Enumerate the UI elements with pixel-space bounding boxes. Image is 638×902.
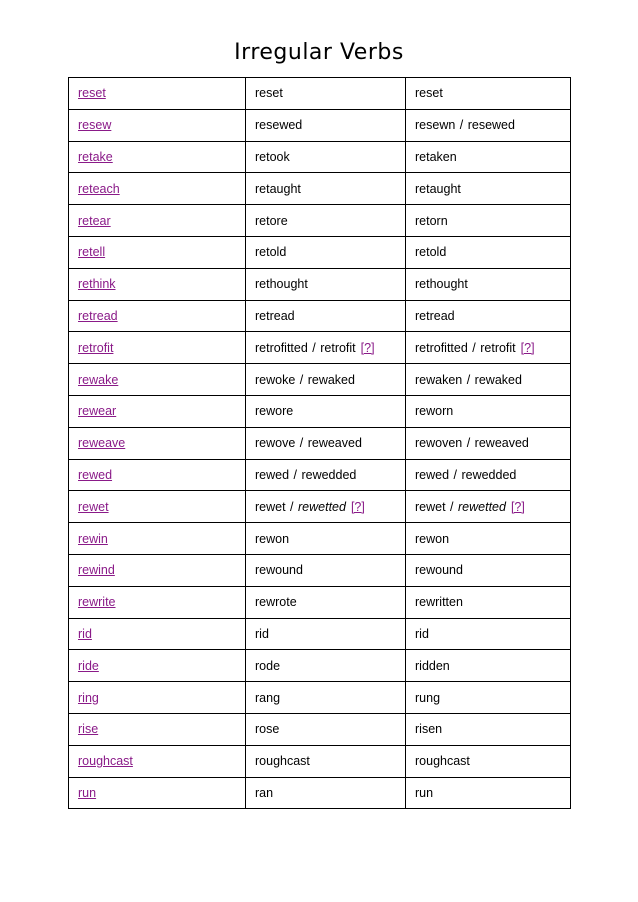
table-row: [69, 491, 571, 523]
verb-link[interactable]: retake: [78, 149, 113, 164]
note-link[interactable]: [?]: [360, 340, 375, 355]
verb-link[interactable]: reweave: [78, 436, 126, 451]
table-row: [69, 682, 571, 714]
base-form-cell: [69, 650, 246, 682]
past-form: retrofitted: [255, 340, 308, 355]
past-form: rid: [255, 626, 269, 641]
past-participle-cell: [406, 173, 571, 205]
past-participle-cell: [406, 427, 571, 459]
participle-form: reworn: [415, 404, 454, 419]
table-row: [69, 78, 571, 110]
past-participle-cell: [406, 395, 571, 427]
past-simple-cell: [246, 364, 406, 396]
past-participle-cell: [406, 491, 571, 523]
base-form-cell: [69, 236, 246, 268]
table-row: [69, 523, 571, 555]
base-form-cell: [69, 523, 246, 555]
past-participle-cell: [406, 236, 571, 268]
table-row: [69, 618, 571, 650]
base-form-cell: [69, 300, 246, 332]
table-row: [69, 713, 571, 745]
past-participle-cell: [406, 523, 571, 555]
participle-form: rewaken: [415, 372, 463, 387]
participle-form: rewoven: [415, 436, 463, 451]
past-participle-cell: [406, 650, 571, 682]
past-simple-cell: [246, 236, 406, 268]
table-row: [69, 268, 571, 300]
participle-form: roughcast: [415, 754, 470, 769]
verb-link[interactable]: rewin: [78, 531, 108, 546]
form-separator: /: [296, 372, 307, 387]
base-form-cell: [69, 268, 246, 300]
past-participle-cell: [406, 268, 571, 300]
past-participle-cell: [406, 78, 571, 110]
base-form-cell: [69, 173, 246, 205]
past-simple-cell: [246, 141, 406, 173]
verb-link[interactable]: retear: [78, 213, 111, 228]
past-simple-cell: [246, 205, 406, 237]
past-form: rewove: [255, 436, 296, 451]
verb-link[interactable]: rewake: [78, 372, 119, 387]
table-row: [69, 586, 571, 618]
verb-link[interactable]: rewrite: [78, 595, 116, 610]
base-form-cell: [69, 364, 246, 396]
participle-form: reweaved: [474, 436, 529, 451]
past-simple-cell: [246, 268, 406, 300]
participle-form: retrofitted: [415, 340, 468, 355]
note-link[interactable]: [?]: [350, 499, 365, 514]
past-form: rewetted: [298, 499, 346, 514]
past-form: rode: [255, 658, 281, 673]
past-form: rewed: [255, 467, 290, 482]
past-form: rewore: [255, 404, 294, 419]
past-form: rewoke: [255, 372, 296, 387]
participle-form: rid: [415, 626, 429, 641]
past-simple-cell: [246, 332, 406, 364]
verb-link[interactable]: rise: [78, 722, 99, 737]
past-participle-cell: [406, 332, 571, 364]
past-simple-cell: [246, 713, 406, 745]
base-form-cell: [69, 205, 246, 237]
verb-link[interactable]: rewind: [78, 563, 115, 578]
verb-link[interactable]: rid: [78, 626, 92, 641]
participle-form: risen: [415, 722, 443, 737]
table-row: [69, 364, 571, 396]
table-row: [69, 427, 571, 459]
past-participle-cell: [406, 109, 571, 141]
verb-link[interactable]: run: [78, 785, 97, 800]
verb-link[interactable]: ride: [78, 658, 99, 673]
past-participle-cell: [406, 141, 571, 173]
verb-link[interactable]: rethink: [78, 277, 116, 292]
past-form: ran: [255, 785, 274, 800]
table-row: [69, 459, 571, 491]
past-participle-cell: [406, 300, 571, 332]
past-participle-cell: [406, 745, 571, 777]
participle-form: retorn: [415, 213, 448, 228]
verb-table-body: [69, 78, 571, 809]
form-separator: /: [308, 340, 320, 355]
past-simple-cell: [246, 427, 406, 459]
participle-form: rewet: [415, 499, 446, 514]
table-row: [69, 332, 571, 364]
base-form-cell: [69, 713, 246, 745]
table-row: [69, 236, 571, 268]
form-separator: /: [290, 467, 301, 482]
past-form: retold: [255, 245, 287, 260]
past-participle-cell: [406, 777, 571, 809]
page-title: Irregular Verbs: [234, 40, 404, 65]
past-participle-cell: [406, 618, 571, 650]
participle-form: rewon: [415, 531, 450, 546]
past-form: rewound: [255, 563, 303, 578]
participle-form: retrofit: [480, 340, 516, 355]
past-form: rewedded: [301, 467, 357, 482]
past-simple-cell: [246, 459, 406, 491]
note-link[interactable]: [?]: [520, 340, 535, 355]
past-form: reset: [255, 86, 283, 101]
past-form: retaught: [255, 181, 301, 196]
table-row: [69, 300, 571, 332]
past-participle-cell: [406, 459, 571, 491]
verb-link[interactable]: roughcast: [78, 754, 133, 769]
participle-form: rewetted: [458, 499, 506, 514]
verb-table: [68, 77, 571, 809]
table-row: [69, 745, 571, 777]
past-form: reweaved: [307, 436, 362, 451]
past-participle-cell: [406, 364, 571, 396]
form-separator: /: [286, 499, 297, 514]
verb-link[interactable]: rewear: [78, 404, 117, 419]
table-row: [69, 395, 571, 427]
past-participle-cell: [406, 682, 571, 714]
participle-form: rewaked: [474, 372, 522, 387]
past-form: retore: [255, 213, 288, 228]
verb-link[interactable]: rewet: [78, 499, 109, 514]
past-form: retread: [255, 308, 295, 323]
verb-link[interactable]: retread: [78, 308, 118, 323]
table-row: [69, 173, 571, 205]
past-simple-cell: [246, 618, 406, 650]
past-simple-cell: [246, 491, 406, 523]
base-form-cell: [69, 745, 246, 777]
past-simple-cell: [246, 650, 406, 682]
base-form-cell: [69, 332, 246, 364]
form-separator: /: [463, 372, 474, 387]
base-form-cell: [69, 395, 246, 427]
past-simple-cell: [246, 300, 406, 332]
past-simple-cell: [246, 554, 406, 586]
participle-form: retold: [415, 245, 447, 260]
past-participle-cell: [406, 205, 571, 237]
participle-form: rewound: [415, 563, 463, 578]
past-simple-cell: [246, 586, 406, 618]
participle-form: reset: [415, 86, 443, 101]
past-simple-cell: [246, 78, 406, 110]
base-form-cell: [69, 459, 246, 491]
form-separator: /: [450, 467, 461, 482]
participle-form: rung: [415, 690, 441, 705]
past-participle-cell: [406, 554, 571, 586]
past-simple-cell: [246, 173, 406, 205]
verb-link[interactable]: ring: [78, 690, 99, 705]
note-link[interactable]: [?]: [510, 499, 525, 514]
past-simple-cell: [246, 777, 406, 809]
verb-link[interactable]: retrofit: [78, 340, 114, 355]
participle-form: run: [415, 785, 434, 800]
verb-link[interactable]: retell: [78, 245, 106, 260]
form-separator: /: [446, 499, 457, 514]
participle-form: rewedded: [461, 467, 517, 482]
past-form: roughcast: [255, 754, 310, 769]
participle-form: resewn: [415, 118, 456, 133]
form-separator: /: [463, 436, 474, 451]
past-simple-cell: [246, 682, 406, 714]
past-simple-cell: [246, 109, 406, 141]
past-form: resewed: [255, 118, 303, 133]
table-row: [69, 109, 571, 141]
base-form-cell: [69, 491, 246, 523]
past-simple-cell: [246, 395, 406, 427]
table-row: [69, 554, 571, 586]
base-form-cell: [69, 618, 246, 650]
form-separator: /: [456, 118, 467, 133]
past-simple-cell: [246, 745, 406, 777]
past-form: rang: [255, 690, 281, 705]
base-form-cell: [69, 109, 246, 141]
past-form: rewon: [255, 531, 290, 546]
base-form-cell: [69, 427, 246, 459]
verb-link[interactable]: resew: [78, 118, 112, 133]
table-row: [69, 777, 571, 809]
past-participle-cell: [406, 713, 571, 745]
participle-form: retaken: [415, 149, 457, 164]
verb-link[interactable]: rewed: [78, 467, 113, 482]
verb-link[interactable]: reset: [78, 86, 106, 101]
past-form: rewet: [255, 499, 286, 514]
verb-link[interactable]: reteach: [78, 181, 120, 196]
participle-form: resewed: [467, 118, 515, 133]
past-form: rewrote: [255, 595, 297, 610]
past-form: rose: [255, 722, 280, 737]
base-form-cell: [69, 586, 246, 618]
past-form: retrofit: [320, 340, 356, 355]
table-row: [69, 650, 571, 682]
participle-form: rethought: [415, 277, 468, 292]
base-form-cell: [69, 682, 246, 714]
past-form: rethought: [255, 277, 308, 292]
participle-form: retread: [415, 308, 455, 323]
past-participle-cell: [406, 586, 571, 618]
base-form-cell: [69, 554, 246, 586]
form-separator: /: [468, 340, 480, 355]
past-simple-cell: [246, 523, 406, 555]
base-form-cell: [69, 777, 246, 809]
table-row: [69, 141, 571, 173]
participle-form: rewed: [415, 467, 450, 482]
base-form-cell: [69, 78, 246, 110]
past-form: rewaked: [307, 372, 355, 387]
form-separator: /: [296, 436, 307, 451]
past-form: retook: [255, 149, 290, 164]
participle-form: ridden: [415, 658, 450, 673]
table-row: [69, 205, 571, 237]
base-form-cell: [69, 141, 246, 173]
participle-form: retaught: [415, 181, 461, 196]
participle-form: rewritten: [415, 595, 463, 610]
